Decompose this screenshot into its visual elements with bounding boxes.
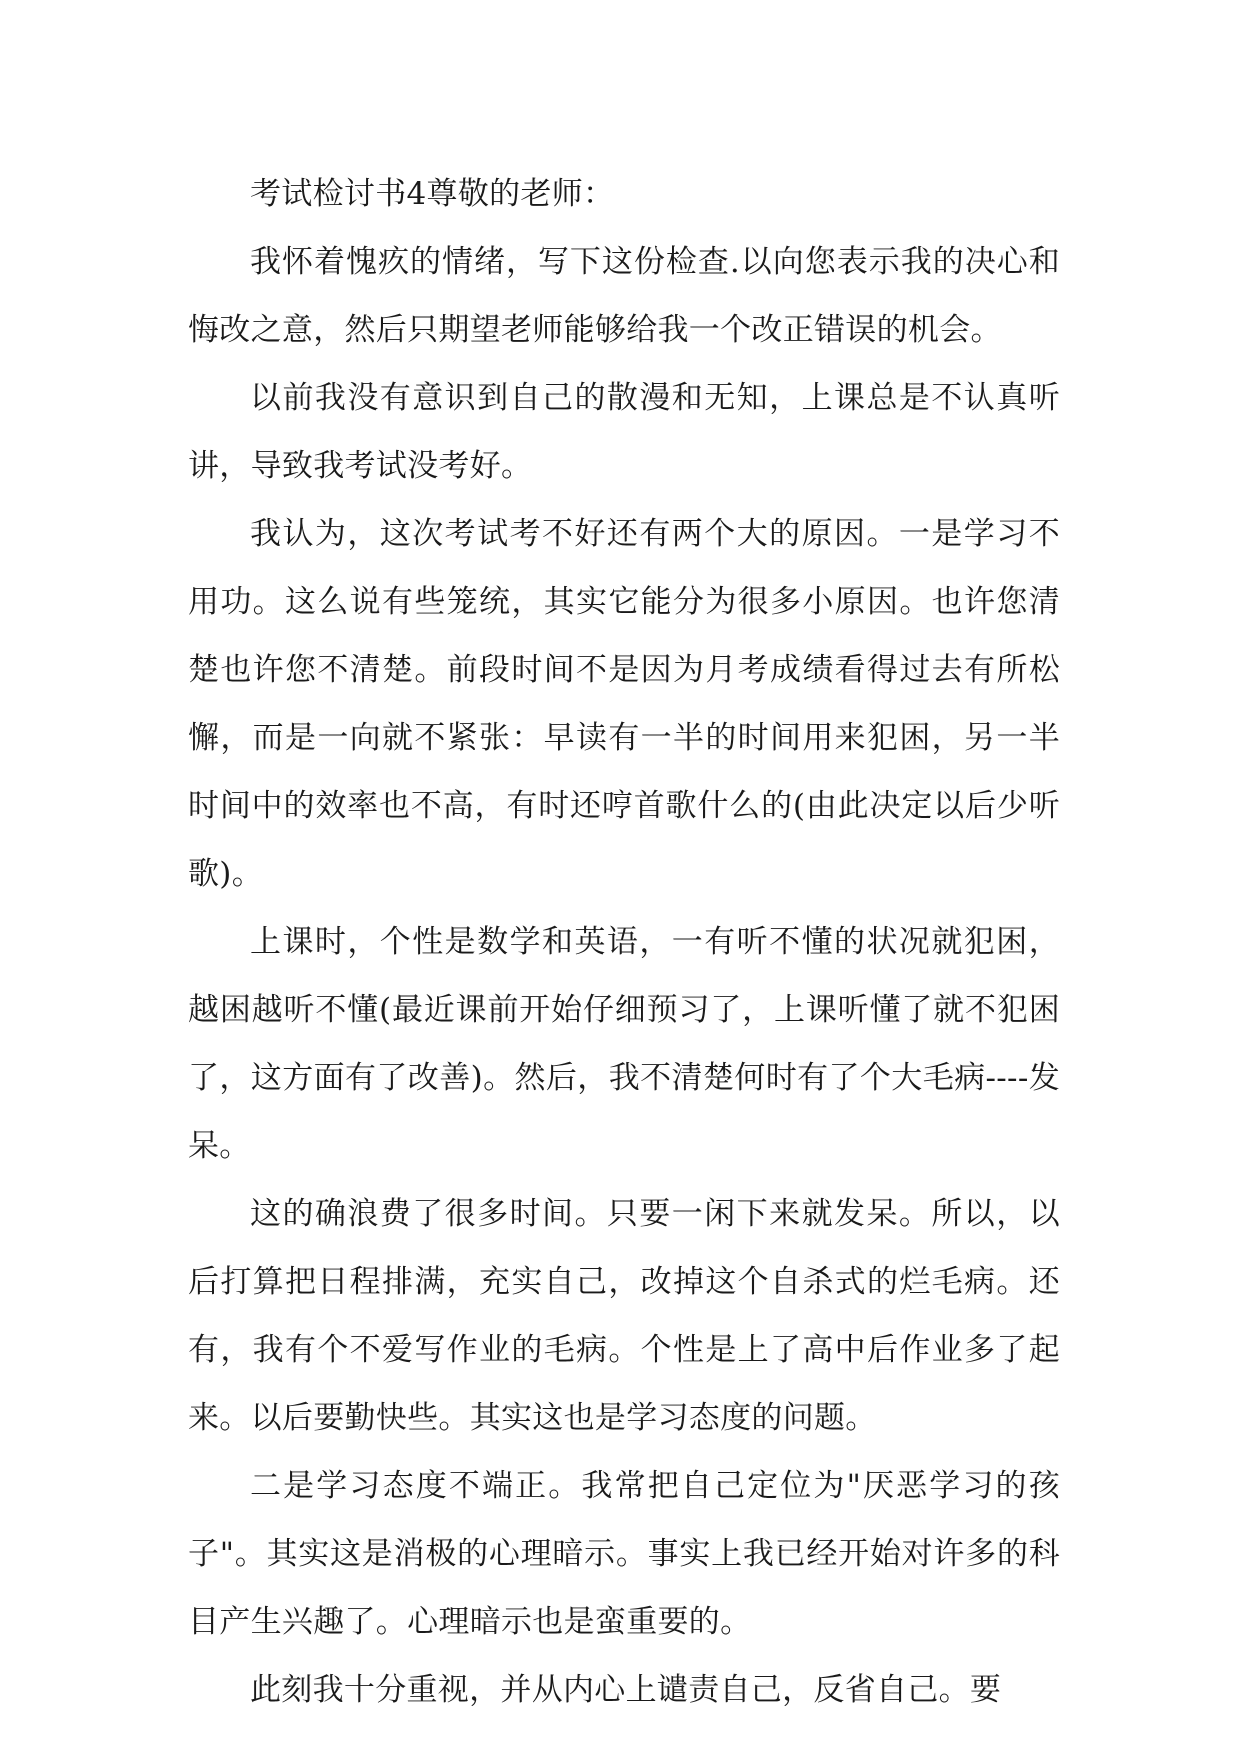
paragraph: 此刻我十分重视，并从内心上谴责自己，反省自己。要 bbox=[250, 1672, 1002, 1708]
paragraph: 这的确浪费了很多时间。只要一闲下来就发呆。所以，以后打算把日程排满，充实自己，改掉这个自杀式的烂毛病。还有，我有个不爱写作业的毛病。个性是上了高中后作业多了起来。以后要勤快些。其实这也是学习态度的问题。 bbox=[188, 1196, 1060, 1436]
paragraph-title: 考试检讨书4尊敬的老师： bbox=[250, 176, 615, 212]
paragraph: 以前我没有意识到自己的散漫和无知，上课总是不认真听讲，导致我考试没考好。 bbox=[188, 380, 1060, 484]
paragraph: 二是学习态度不端正。我常把自己定位为"厌恶学习的孩子"。其实这是消极的心理暗示。事实上我已经开始对许多的科目产生兴趣了。心理暗示也是蛮重要的。 bbox=[188, 1468, 1060, 1640]
paragraph: 我怀着愧疚的情绪，写下这份检查.以向您表示我的决心和悔改之意，然后只期望老师能够给我一个改正错误的机会。 bbox=[188, 244, 1060, 348]
paragraph: 上课时，个性是数学和英语，一有听不懂的状况就犯困，越困越听不懂(最近课前开始仔细预习了，上课听懂了就不犯困了，这方面有了改善)。然后，我不清楚何时有了个大毛病----发呆。 bbox=[188, 924, 1060, 1164]
document-body bbox=[188, 160, 1060, 1724]
paragraph: 我认为，这次考试考不好还有两个大的原因。一是学习不用功。这么说有些笼统，其实它能分为很多小原因。也许您清楚也许您不清楚。前段时间不是因为月考成绩看得过去有所松懈，而是一向就不紧张：早读有一半的时间用来犯困，另一半时间中的效率也不高，有时还哼首歌什么的(由此决定以后少听歌)。 bbox=[188, 516, 1060, 892]
